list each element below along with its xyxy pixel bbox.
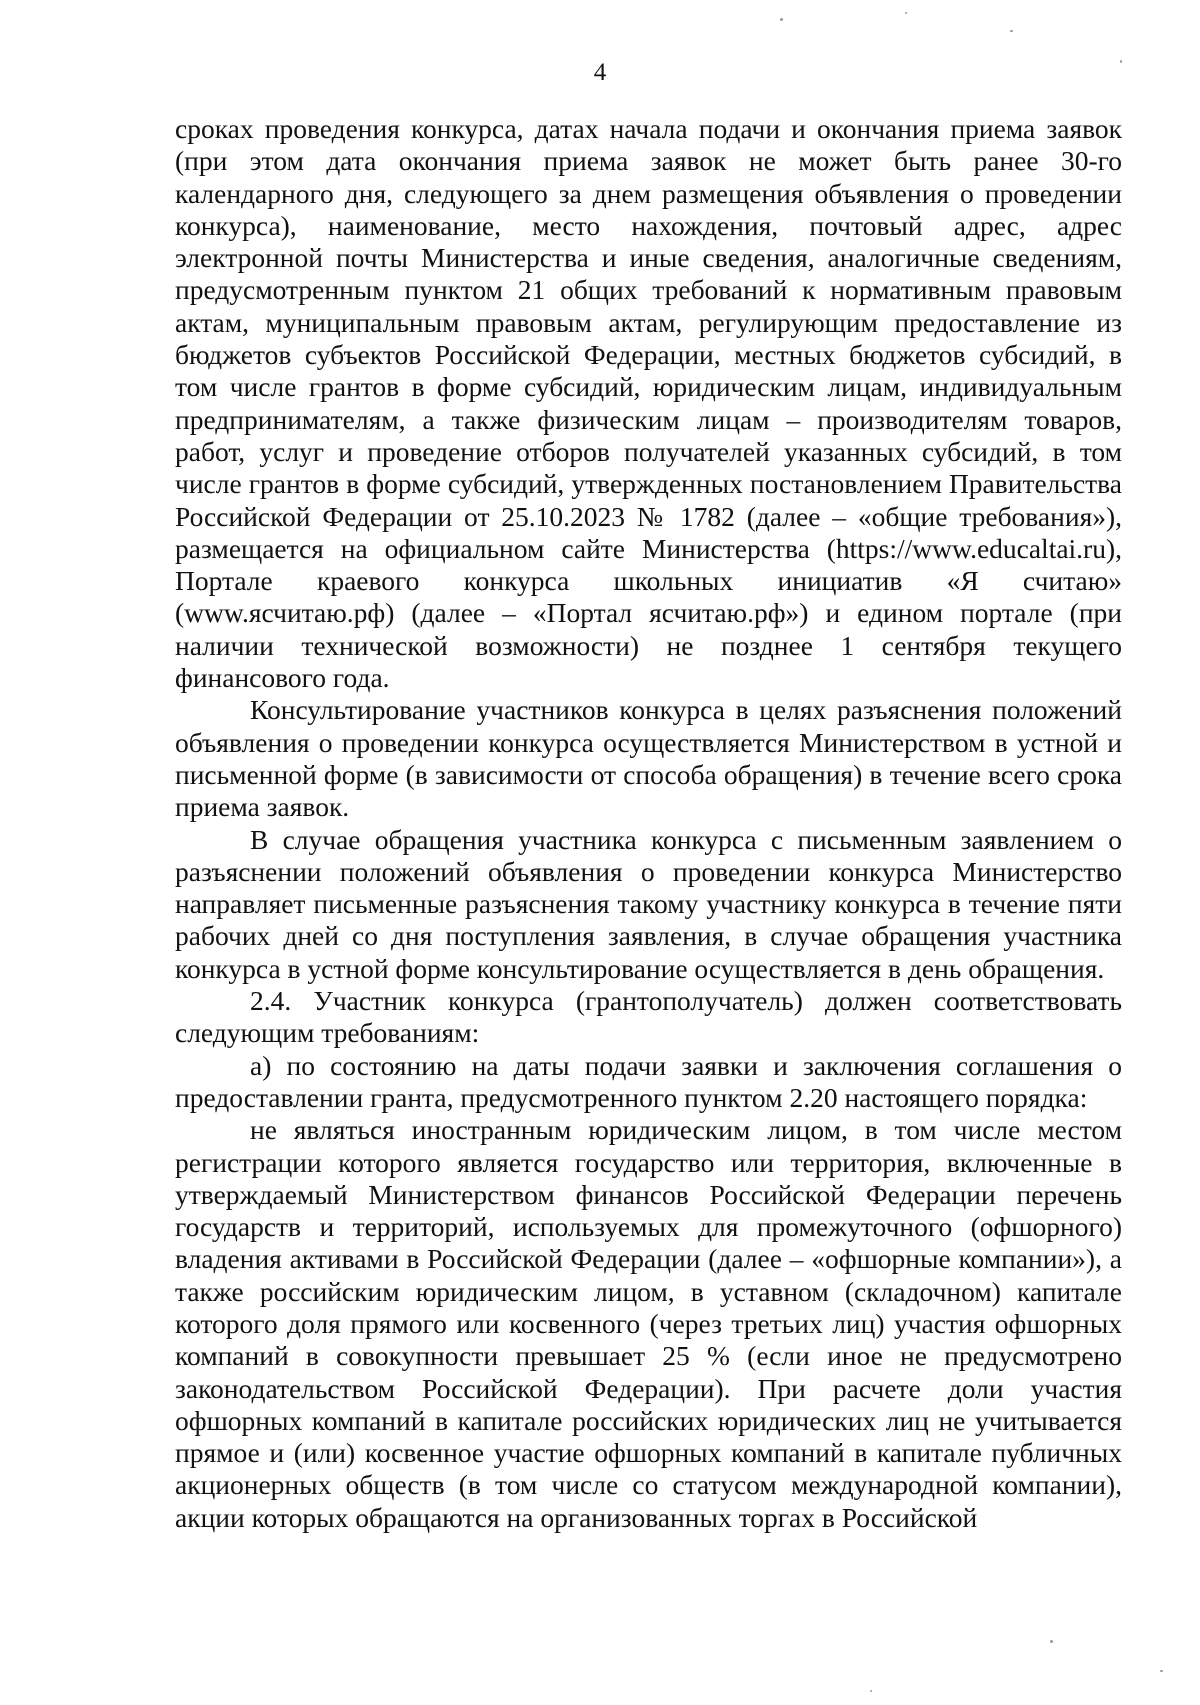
scan-speck — [905, 12, 907, 14]
scan-speck — [1120, 60, 1122, 63]
page-number: 4 — [593, 59, 607, 86]
scan-speck — [1160, 1670, 1163, 1672]
paragraph: не являться иностранным юридическим лицом, в том числе местом регистрации которого является государство или территория, включенные в утверждаемый Министерством финансов Российской Федерации перечень государств и территорий, используемых для промежуточного (офшорного) владения активами в Российской Федерации (далее – «офшорные компании»), а также российским юридическим лицом, в уставном (складочном) капитале которого доля прямого или косвенного (через третьих лиц) участия офшорных компаний в совокупности превышает 25 % (если иное не предусмотрено законодательством Российской Федерации). При расчете доли участия офшорных компаний в капитале российских юридических лиц не учитывается прямое и (или) косвенное участие офшорных компаний в капитале публичных акционерных обществ (в том числе со статусом международной компании), акции которых обращаются на организованных торгах в Российской — [175, 1114, 1122, 1533]
paragraph: 2.4. Участник конкурса (грантополучатель) должен соответствовать следующим требованиям: — [175, 985, 1122, 1049]
scan-speck — [780, 18, 783, 21]
paragraph: В случае обращения участника конкурса с письменным заявлением о разъяснении положений объявления о проведении конкурса Министерство направляет письменные разъяснения такому участнику конкурса в течение пяти рабочих дней со дня поступления заявления, в случае обращения участника конкурса в устной форме консультирование осуществляется в день обращения. — [175, 823, 1122, 984]
paragraph: сроках проведения конкурса, датах начала подачи и окончания приема заявок (при этом дата окончания приема заявок не может быть ранее 30-го календарного дня, следующего за днем размещения объявления о проведении конкурса), наименование, место нахождения, почтовый адрес, адрес электронной почты Министерства и иные сведения, аналогичные сведениям, предусмотренным пунктом 21 общих требований к нормативным правовым актам, муниципальным правовым актам, регулирующим предоставление из бюджетов субъектов Российской Федерации, местных бюджетов субсидий, в том числе грантов в форме субсидий, юридическим лицам, индивидуальным предпринимателям, а также физическим лицам – производителям товаров, работ, услуг и проведение отборов получателей указанных субсидий, в том числе грантов в форме субсидий, утвержденных постановлением Правительства Российской Федерации от 25.10.2023 № 1782 (далее – «общие требования»), размещается на официальном сайте Министерства (https://www.educaltai.ru), Портале краевого конкурса школьных инициатив «Я считаю» (www.ясчитаю.рф) (далее – «Портал ясчитаю.рф») и едином портале (при наличии технической возможности) не позднее 1 сентября текущего финансового года. — [175, 113, 1122, 694]
paragraph: а) по состоянию на даты подачи заявки и заключения соглашения о предоставлении гранта, предусмотренного пунктом 2.20 настоящего порядка: — [175, 1049, 1122, 1113]
paragraph: Консультирование участников конкурса в целях разъяснения положений объявления о проведении конкурса осуществляется Министерством в устной и письменной форме (в зависимости от способа обращения) в течение всего срока приема заявок. — [175, 694, 1122, 823]
scan-speck — [1010, 30, 1013, 32]
document-body — [175, 113, 1122, 1534]
scan-speck — [870, 1690, 872, 1692]
scan-speck — [1050, 1640, 1053, 1643]
